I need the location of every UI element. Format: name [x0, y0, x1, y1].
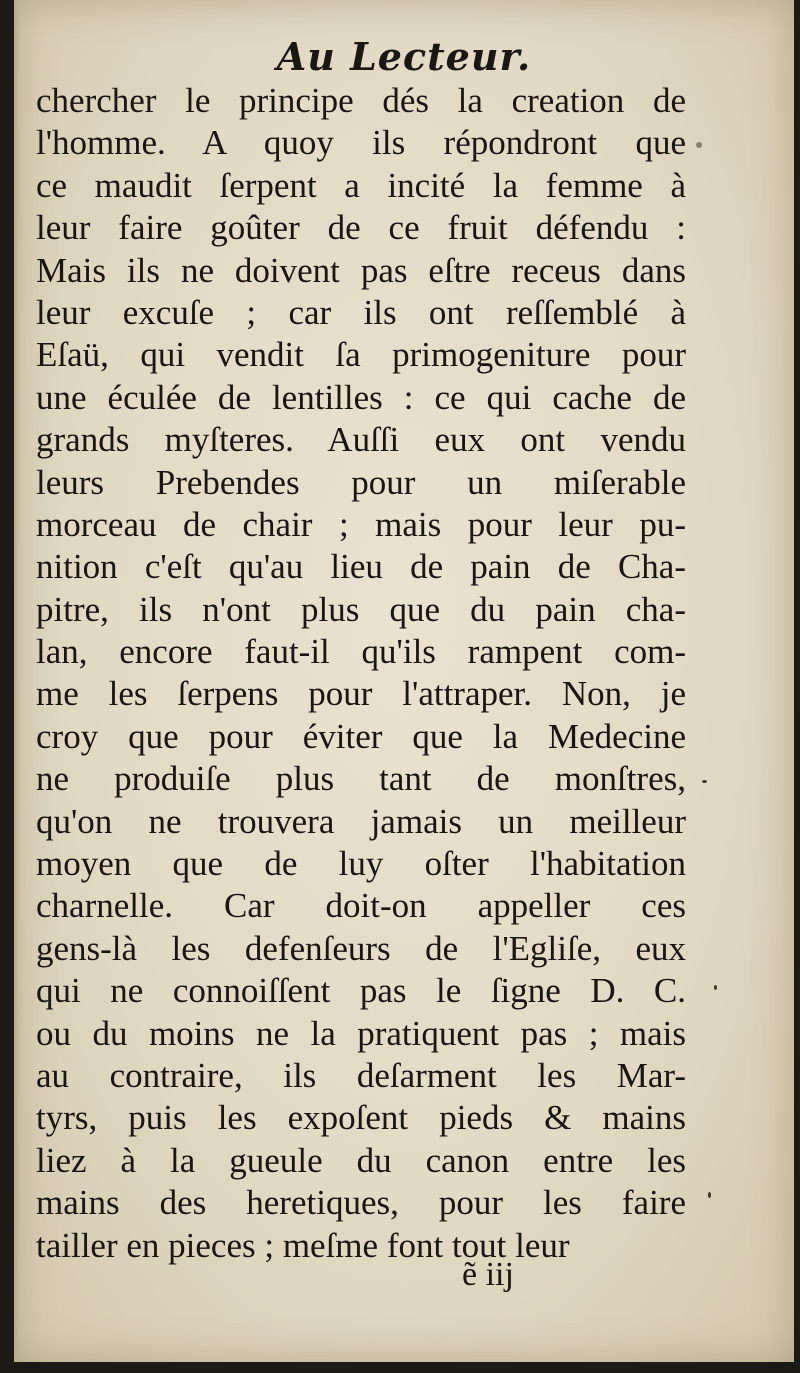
text-line: tailler en pieces ; meſme font tout leur: [36, 1225, 570, 1265]
text-line: tyrs, puis les expoſent pieds & mains: [36, 1098, 686, 1138]
text-line: Mais ils ne doivent pas eſtre receus dans: [36, 250, 686, 290]
text-line: grands myſteres. Auſſi eux ont vendu: [36, 420, 686, 460]
paper-speck: [708, 1192, 711, 1198]
text-line: morceau de chair ; mais pour leur pu-: [36, 504, 686, 544]
signature-mark: ẽ iij: [462, 1256, 514, 1293]
text-line: lan, encore faut-il qu'ils rampent com-: [36, 632, 686, 672]
text-line: gens-là les defenſeurs de l'Egliſe, eux: [36, 928, 686, 968]
text-line: une éculée de lentilles : ce qui cache de: [36, 377, 686, 417]
text-line: ce maudit ſerpent a incité la femme à: [36, 165, 686, 205]
book-page: [14, 0, 794, 1362]
text-line: l'homme. A quoy ils répondront que: [36, 123, 686, 163]
text-line: au contraire, ils deſarment les Mar-: [36, 1055, 686, 1095]
text-line: moyen que de luy oſter l'habitation: [36, 844, 686, 884]
paper-speck: [714, 985, 717, 990]
text-line: qu'on ne trouvera jamais un meilleur: [36, 801, 686, 841]
text-line: croy que pour éviter que la Medecine: [36, 716, 686, 756]
text-line: chercher le principe dés la creation de: [36, 81, 686, 120]
text-line: leur faire goûter de ce fruit défendu :: [36, 208, 686, 248]
page-edge-shadow: [14, 0, 20, 1362]
body-text: [36, 80, 686, 1267]
text-line: Eſaü, qui vendit ſa primogeniture pour: [36, 335, 686, 375]
text-line: ou du moins ne la pratiquent pas ; mais: [36, 1013, 686, 1053]
text-line: liez à la gueule du canon entre les: [36, 1140, 686, 1180]
text-line: nition c'eſt qu'au lieu de pain de Cha-: [36, 547, 686, 587]
text-line: charnelle. Car doit-on appeller ces: [36, 886, 686, 926]
text-line: mains des heretiques, pour les faire: [36, 1183, 686, 1223]
text-line: ne produiſe plus tant de monſtres,: [36, 759, 686, 799]
text-line: qui ne connoiſſent pas le ſigne D. C.: [36, 971, 686, 1011]
running-head: Au Lecteur.: [276, 34, 532, 79]
paper-speck: [696, 142, 702, 148]
text-line: leur excuſe ; car ils ont reſſemblé à: [36, 292, 686, 332]
text-line: me les ſerpens pour l'attraper. Non, je: [36, 674, 686, 714]
text-line: pitre, ils n'ont plus que du pain cha-: [36, 589, 686, 629]
paper-speck: [702, 780, 707, 783]
text-line: leurs Prebendes pour un miſerable: [36, 462, 686, 502]
